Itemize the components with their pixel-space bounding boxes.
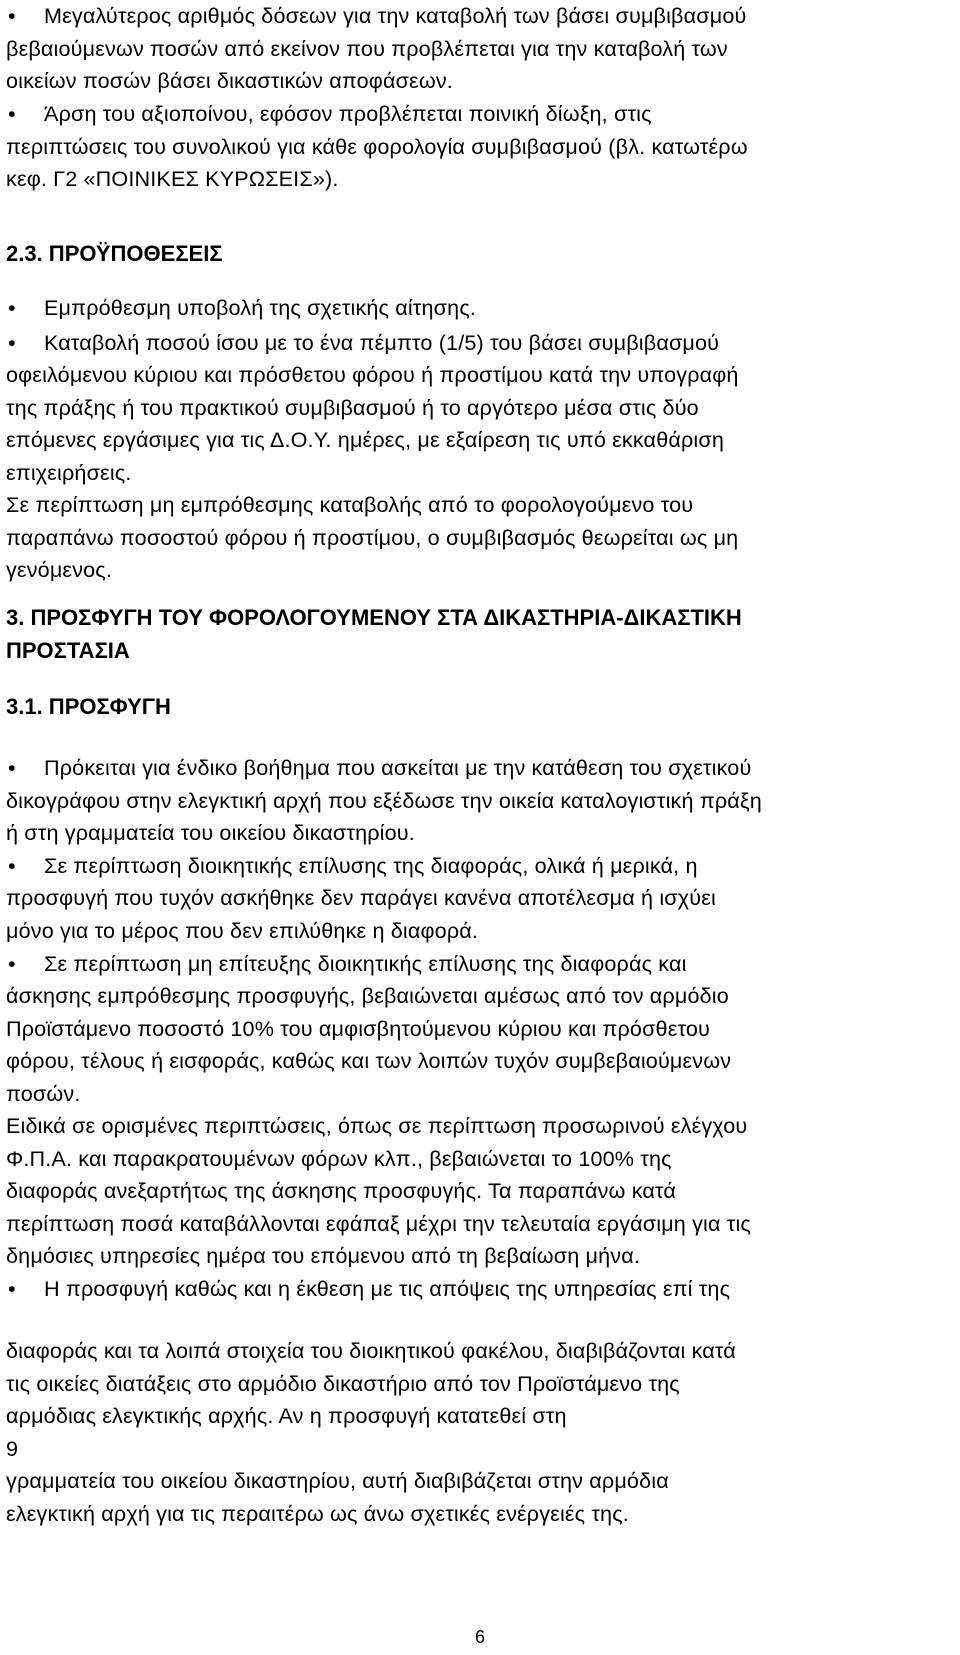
- line-text: άσκησης εμπρόθεσμης προσφυγής, βεβαιώνεται αμέσως από τον αρμόδιο: [6, 983, 729, 1008]
- paragraph-line: [6, 424, 724, 457]
- paragraph-line: [6, 33, 728, 66]
- line-text: Άρση του αξιοποίνου, εφόσον προβλέπεται ποινική δίωξη, στις: [44, 101, 652, 126]
- line-text: οφειλόμενου κύριου και πρόσθετου φόρου ή προστίμου κατά την υπογραφή: [6, 362, 739, 387]
- line-text: Φ.Π.Α. και παρακρατουμένων φόρων κλπ., βεβαιώνεται το 100% της: [6, 1146, 672, 1171]
- line-text: ή στη γραμματεία του οικείου δικαστηρίου.: [6, 820, 415, 845]
- section-heading: 3.1. ΠΡΟΣΦΥΓΗ: [6, 694, 171, 719]
- paragraph-line: [6, 1433, 18, 1466]
- bullet-marker: •: [8, 1276, 16, 1301]
- page-number: 6: [474, 1627, 485, 1647]
- bullet-item-line: [6, 948, 687, 981]
- paragraph-line: [6, 1465, 669, 1498]
- paragraph-line: [6, 1175, 676, 1208]
- line-text: περίπτωση ποσά καταβάλλονται εφάπαξ μέχρι την τελευταία εργάσιμη για τις: [6, 1211, 751, 1236]
- paragraph-line: [6, 163, 338, 196]
- bullet-item-line: [6, 327, 719, 360]
- bullet-marker: •: [8, 755, 16, 780]
- line-text: Καταβολή ποσού ίσου με το ένα πέμπτο (1/5) του βάσει συμβιβασμού: [44, 330, 720, 355]
- line-text: Προϊστάμενο ποσοστό 10% του αμφισβητούμενου κύριου και πρόσθετου: [6, 1016, 710, 1041]
- paragraph-line: [6, 65, 453, 98]
- line-text: Σε περίπτωση μη εμπρόθεσμης καταβολής από το φορολογούμενο του: [6, 492, 694, 517]
- bullet-item-line: [6, 850, 698, 883]
- paragraph-line: [6, 980, 729, 1013]
- bullet-marker: •: [8, 101, 16, 126]
- line-text: Εμπρόθεσμη υποβολή της σχετικής αίτησης.: [44, 295, 477, 320]
- bullet-marker: •: [8, 330, 16, 355]
- line-text: δημόσιες υπηρεσίες ημέρα του επόμενου από τη βεβαίωση μήνα.: [6, 1243, 640, 1268]
- bullet-item-line: [6, 752, 751, 785]
- line-text: Μεγαλύτερος αριθμός δόσεων για την καταβολή των βάσει συμβιβασμού: [44, 3, 747, 28]
- line-text: Πρόκειται για ένδικο βοήθημα που ασκείται με την κατάθεση του σχετικού: [44, 755, 752, 780]
- line-text: γενόμενος.: [6, 557, 113, 582]
- line-text: της πράξης ή του πρακτικού συμβιβασμού ή το αργότερο μέσα στις δύο: [6, 395, 699, 420]
- paragraph-line: [6, 392, 699, 425]
- line-text: αρμόδιας ελεγκτικής αρχής. Αν η προσφυγή κατατεθεί στη: [6, 1403, 567, 1428]
- line-text: βεβαιούμενων ποσών από εκείνον που προβλέπεται για την καταβολή των: [6, 36, 728, 61]
- section-heading: 2.3. ΠΡΟΫΠΟΘΕΣΕΙΣ: [6, 241, 223, 266]
- line-text: επιχειρήσεις.: [6, 460, 132, 485]
- line-text: Η προσφυγή καθώς και η έκθεση με τις απόψεις της υπηρεσίας επί της: [44, 1276, 731, 1301]
- section-heading: 3. ΠΡΟΣΦΥΓΗ ΤΟΥ ΦΟΡΟΛΟΓΟΥΜΕΝΟΥ ΣΤΑ ΔΙΚΑΣΤΗΡΙΑ-ΔΙΚΑΣΤΙΚΗ: [6, 605, 742, 630]
- line-text: ποσών.: [6, 1081, 81, 1106]
- line-text: τις οικείες διατάξεις στο αρμόδιο δικαστήριο από τον Προϊστάμενο της: [6, 1371, 680, 1396]
- paragraph-line: [6, 359, 739, 392]
- line-text: Ειδικά σε ορισμένες περιπτώσεις, όπως σε περίπτωση προσωρινού ελέγχου: [6, 1113, 748, 1138]
- paragraph-line: [6, 1335, 736, 1368]
- bullet-marker: •: [8, 951, 16, 976]
- paragraph-line: [6, 1143, 672, 1176]
- line-text: γραμματεία του οικείου δικαστηρίου, αυτή διαβιβάζεται στην αρμόδια: [6, 1468, 669, 1493]
- section-heading: ΠΡΟΣΤΑΣΙΑ: [6, 638, 130, 663]
- line-text: Σε περίπτωση μη επίτευξης διοικητικής επίλυσης της διαφοράς και: [44, 951, 687, 976]
- paragraph-line: [6, 1078, 81, 1111]
- bullet-item-line: [6, 292, 476, 325]
- paragraph-line: [6, 554, 112, 587]
- line-text: παραπάνω ποσοστού φόρου ή προστίμου, ο συμβιβασμός θεωρείται ως μη: [6, 525, 739, 550]
- line-text: δικογράφου στην ελεγκτική αρχή που εξέδωσε την οικεία καταλογιστική πράξη: [6, 788, 762, 813]
- paragraph-line: [6, 522, 738, 555]
- paragraph-line: [6, 489, 693, 522]
- paragraph-line: [6, 457, 131, 490]
- paragraph-line: [6, 1208, 751, 1241]
- line-text: διαφοράς ανεξαρτήτως της άσκησης προσφυγής. Τα παραπάνω κατά: [6, 1178, 677, 1203]
- paragraph-line: [6, 1045, 731, 1078]
- line-text: κεφ. Γ2 «ΠΟΙΝΙΚΕΣ ΚΥΡΩΣΕΙΣ»).: [6, 166, 339, 191]
- paragraph-line: [6, 817, 415, 850]
- line-text: ελεγκτική αρχή για τις περαιτέρω ως άνω σχετικές ενέργειές της.: [6, 1501, 629, 1526]
- paragraph-line: [6, 1498, 629, 1531]
- bullet-marker: •: [8, 3, 16, 28]
- line-text: προσφυγή που τυχόν ασκήθηκε δεν παράγει κανένα αποτέλεσμα ή ισχύει: [6, 885, 716, 910]
- paragraph-line: [6, 1400, 567, 1433]
- paragraph-line: [6, 1013, 710, 1046]
- line-text: οικείων ποσών βάσει δικαστικών αποφάσεων.: [6, 68, 453, 93]
- line-text: διαφοράς και τα λοιπά στοιχεία του διοικητικού φακέλου, διαβιβάζονται κατά: [6, 1338, 736, 1363]
- bullet-marker: •: [8, 295, 16, 320]
- paragraph-line: [6, 882, 716, 915]
- paragraph-line: [6, 1240, 640, 1273]
- line-text: φόρου, τέλους ή εισφοράς, καθώς και των λοιπών τυχόν συμβεβαιούμενων: [6, 1048, 732, 1073]
- bullet-item-line: [6, 1273, 730, 1306]
- bullet-item-line: [6, 0, 746, 33]
- line-text: περιπτώσεις του συνολικού για κάθε φορολογία συμβιβασμού (βλ. κατωτέρω: [6, 134, 748, 159]
- paragraph-line: [6, 915, 478, 948]
- line-text: Σε περίπτωση διοικητικής επίλυσης της διαφοράς, ολικά ή μερικά, η: [44, 853, 698, 878]
- paragraph-line: [6, 785, 762, 818]
- bullet-marker: •: [8, 853, 16, 878]
- bullet-item-line: [6, 98, 652, 131]
- paragraph-line: [6, 1110, 747, 1143]
- line-text: μόνο για το μέρος που δεν επιλύθηκε η διαφορά.: [6, 918, 479, 943]
- paragraph-line: [6, 1368, 680, 1401]
- line-text: επόμενες εργάσιμες για τις Δ.Ο.Υ. ημέρες, με εξαίρεση τις υπό εκκαθάριση: [6, 427, 725, 452]
- paragraph-line: [6, 131, 748, 164]
- line-text: 9: [6, 1436, 19, 1461]
